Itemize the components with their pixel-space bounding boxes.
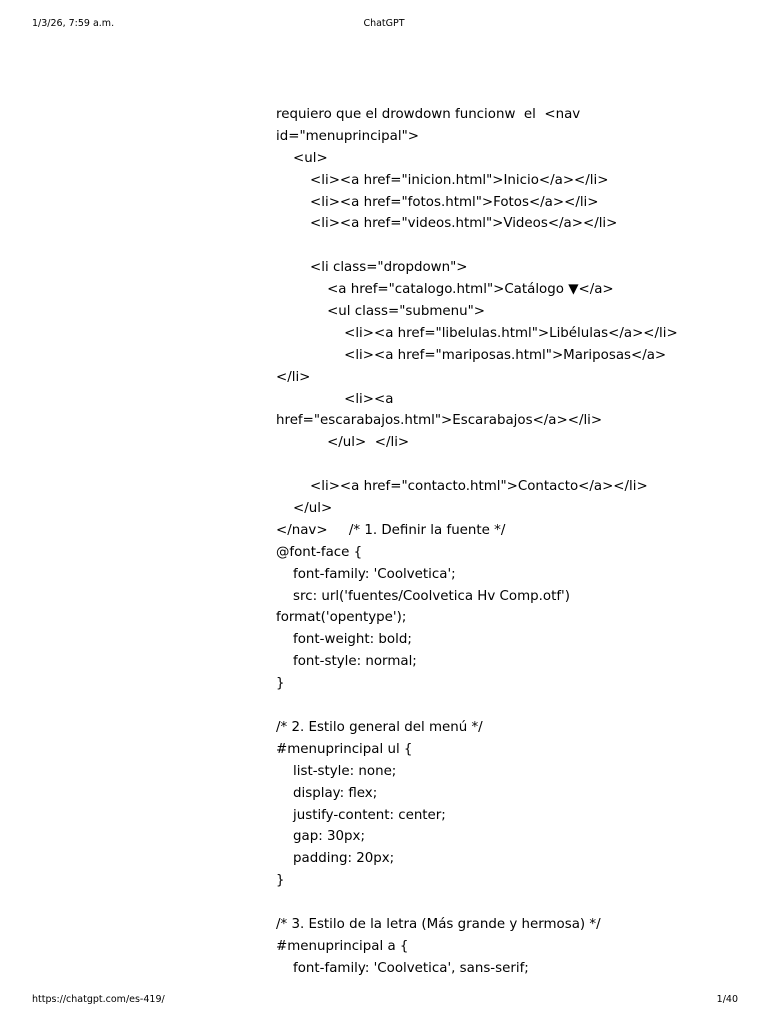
- message-line: gap: 30px;: [276, 829, 365, 845]
- message-line: <a href="catalogo.html">Catálogo ▼</a>: [276, 282, 614, 298]
- message-line: <li><a href="inicion.html">Inicio</a></li>: [276, 172, 609, 188]
- message-line: requiero que el drowdown funcionw el <nav: [276, 107, 581, 122]
- message-line: /* 3. Estilo de la letra (Más grande y hermosa) */: [276, 916, 601, 932]
- message-line: <li><a href="fotos.html">Fotos</a></li>: [276, 194, 599, 210]
- print-header: [0, 17, 768, 31]
- message-line: #menuprincipal a {: [276, 938, 409, 954]
- message-line: [276, 454, 676, 476]
- message-line: </ul>: [276, 501, 333, 517]
- message-line: <ul class="submenu">: [276, 304, 485, 320]
- message-line: }: [276, 676, 285, 692]
- message-line: </nav> /* 1. Definir la fuente */: [276, 522, 506, 538]
- user-message: [276, 104, 676, 980]
- message-line: justify-content: center;: [276, 807, 446, 823]
- message-line: list-style: none;: [276, 763, 397, 779]
- message-line: <ul>: [276, 150, 328, 166]
- message-line: @font-face {: [276, 544, 363, 560]
- print-url: https://chatgpt.com/es-419/: [32, 994, 165, 1005]
- message-line: <li><a: [276, 391, 394, 407]
- message-line: <li><a href="libelulas.html">Libélulas</a></li>: [276, 325, 678, 341]
- message-line: font-family: 'Coolvetica', sans-serif;: [276, 960, 529, 976]
- message-line: src: url('fuentes/Coolvetica Hv Comp.otf'): [276, 588, 570, 604]
- message-line: <li class="dropdown">: [276, 260, 468, 276]
- message-line: </ul> </li>: [276, 435, 410, 451]
- print-title: ChatGPT: [363, 18, 405, 29]
- message-line: /* 2. Estilo general del menú */: [276, 719, 483, 735]
- message-line: format('opentype');: [276, 610, 407, 626]
- message-line: #menuprincipal ul {: [276, 741, 413, 757]
- message-line: [276, 235, 676, 257]
- message-line: id="menuprincipal">: [276, 128, 419, 144]
- message-line: display: flex;: [276, 785, 378, 801]
- message-line: <li><a href="mariposas.html">Mariposas</a>: [276, 347, 667, 363]
- print-footer: [0, 993, 768, 1007]
- message-line: font-weight: bold;: [276, 632, 412, 648]
- message-line: </li>: [276, 369, 311, 385]
- message-line: }: [276, 873, 285, 889]
- message-line: padding: 20px;: [276, 851, 395, 867]
- message-line: [276, 892, 676, 914]
- print-datetime: 1/3/26, 7:59 a.m.: [32, 18, 115, 29]
- message-line: font-family: 'Coolvetica';: [276, 566, 456, 582]
- message-line: href="escarabajos.html">Escarabajos</a></li>: [276, 413, 603, 429]
- message-line: font-style: normal;: [276, 654, 417, 670]
- print-page-number: 1/40: [716, 994, 738, 1005]
- message-line: <li><a href="videos.html">Videos</a></li>: [276, 216, 618, 232]
- message-line: [276, 695, 676, 717]
- message-line: <li><a href="contacto.html">Contacto</a></li>: [276, 479, 648, 495]
